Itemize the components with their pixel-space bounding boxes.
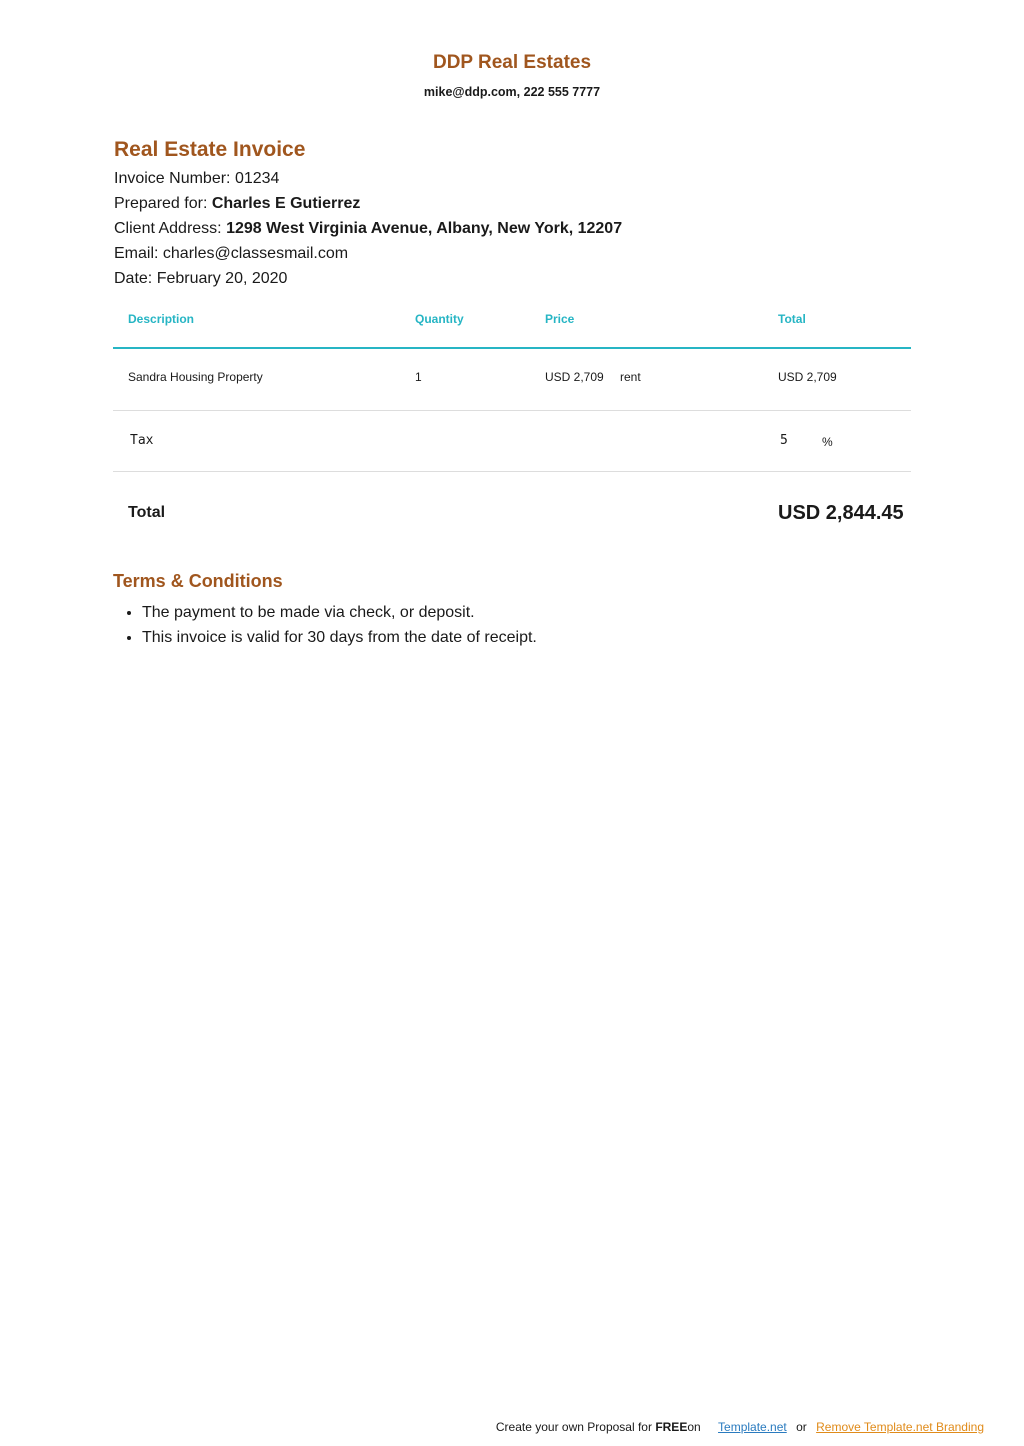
grand-total-value: USD 2,844.45 [778,502,904,524]
footer-or: or [796,1420,807,1434]
terms-title: Terms & Conditions [113,571,283,591]
tax-value: 5 [780,433,788,448]
invoice-title: Real Estate Invoice [114,138,306,161]
client-address-label: Client Address: [114,220,222,237]
client-address-value: 1298 West Virginia Avenue, Albany, New York, 12207 [226,220,623,237]
item-price-unit: rent [620,370,641,384]
item-quantity: 1 [415,370,422,384]
table-row [113,349,911,411]
email-value: charles@classesmail.com [162,245,349,262]
list-item: • This invoice is valid for 30 days from the date of receipt. [142,625,537,650]
header-price: Price [545,312,575,326]
item-total: USD 2,709 [778,370,837,384]
company-contact: mike@ddp.com, 222 555 7777 [423,85,601,99]
footer-branding [496,1420,984,1434]
header-description: Description [128,312,195,326]
company-name: DDP Real Estates [432,52,592,73]
table-header [113,300,911,349]
template-net-link[interactable]: Template.net [718,1420,787,1434]
email-line [114,244,348,264]
footer-free: FREE [655,1420,688,1434]
invoice-table [113,300,911,550]
total-row [113,472,911,550]
invoice-number-label: Invoice Number: [114,170,231,187]
prepared-for-label: Prepared for: [114,195,208,212]
tax-unit: % [822,435,833,449]
client-address-line [114,219,622,239]
remove-branding-link[interactable]: Remove Template.net Branding [816,1420,984,1434]
header-quantity: Quantity [415,312,464,326]
prepared-for-line [114,194,360,214]
date-value: February 20, 2020 [156,270,288,287]
header-total: Total [778,312,806,326]
list-item: • The payment to be made via check, or deposit. [142,600,537,625]
tax-label: Tax [130,433,154,448]
footer-on: on [687,1420,701,1434]
item-description: Sandra Housing Property [128,370,263,384]
date-label: Date: [114,270,153,287]
grand-total-label: Total [128,504,166,521]
invoice-number-line [114,169,279,189]
prepared-for-value: Charles E Gutierrez [211,195,361,212]
terms-list [114,600,537,650]
tax-row [113,411,911,472]
email-label: Email: [114,245,159,262]
date-line [114,269,287,289]
item-price: USD 2,709 [545,370,604,384]
footer-prefix: Create your own Proposal for [495,1420,656,1434]
invoice-number-value: 01234 [234,170,280,187]
